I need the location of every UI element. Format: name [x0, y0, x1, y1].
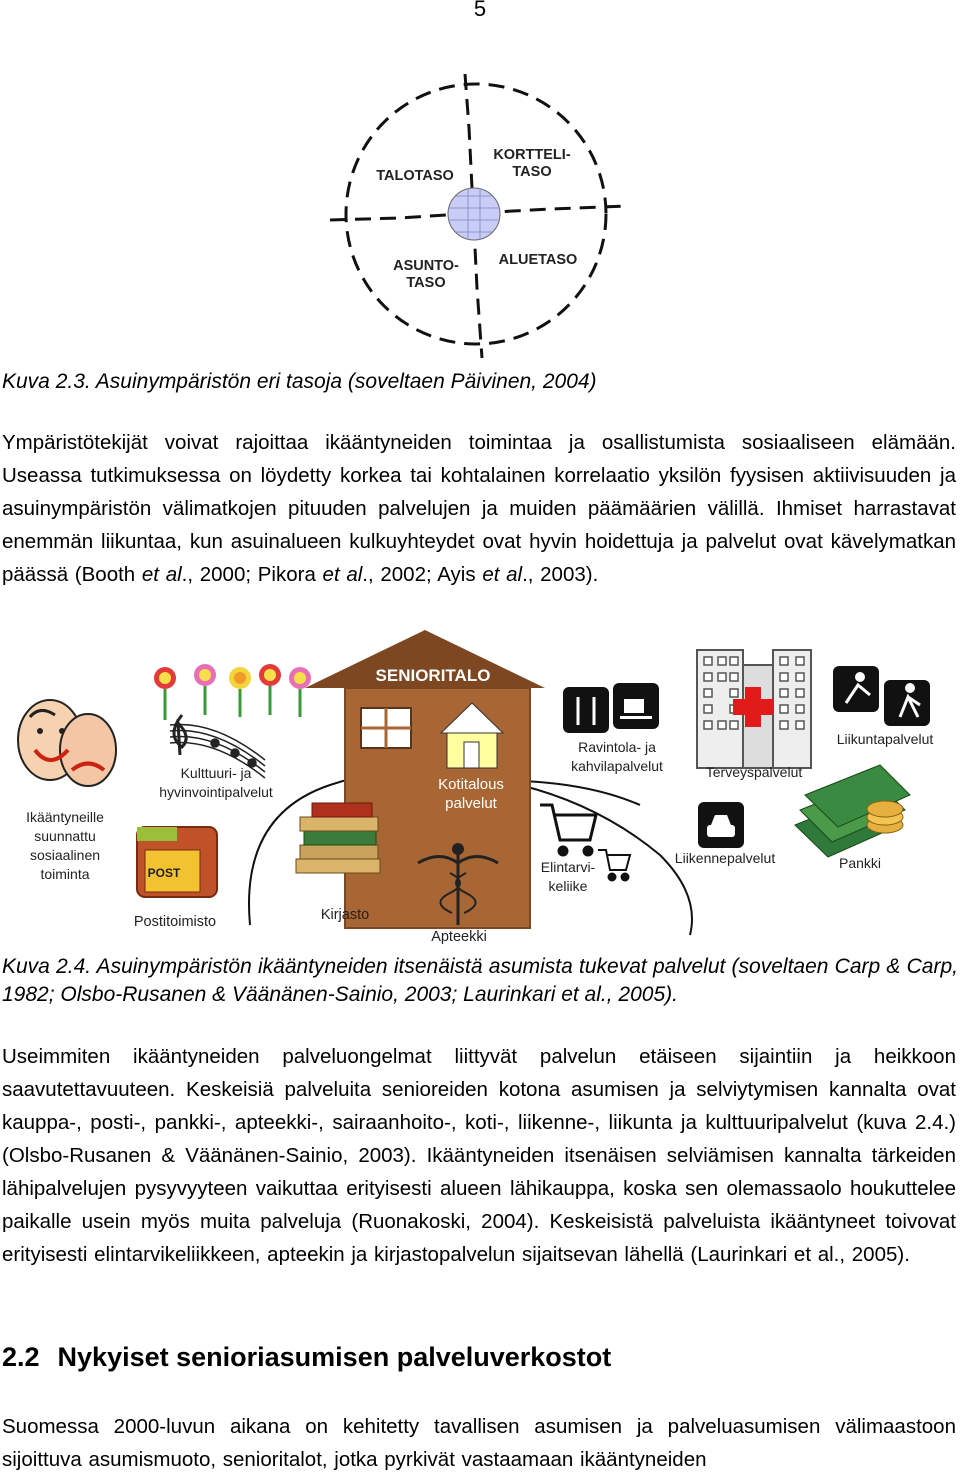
- figure-caption-2-4: Kuva 2.4. Asuinympäristön ikääntyneiden itsenäistä asumista tukevat palvelut (soveltaen Carp & Carp, 1982; Olsbo-Rusanen & Väänänen-Sainio, 2003; Laurinkari et al., 2005).: [2, 955, 958, 1006]
- p1-text-d: ., 2003).: [522, 563, 599, 586]
- label-sports: Liikuntapalvelut: [836, 731, 934, 747]
- mailbox-icon: [137, 827, 217, 897]
- hospital-icon: [697, 650, 811, 768]
- label-household-1: Kotitalous: [438, 776, 504, 793]
- section-title: Nykyiset senioriasumisen palveluverkostot: [57, 1342, 612, 1372]
- label-asunto-line1: ASUNTO-: [393, 258, 459, 274]
- label-health: Terveyspalvelut: [705, 764, 803, 780]
- label-kortteli-line2: TASO: [512, 164, 552, 180]
- sports-icons: [833, 666, 930, 726]
- paragraph-services-text: Useimmiten ikääntyneiden palveluongelmat liittyvät palvelun etäiseen sijaintiin ja heikkoon saavutettavuuteen. Keskeisiä palveluita senioreiden kotona asumisen ja selviytymisen kannalta ovat kauppa-, posti-, pankki-, apteekki-, sairaanhoito-, koti-, liikenne-, liikunta ja kulttuuripalvelut (kuva 2.4.) (Olsbo-Rusanen & Väänänen-Sainio, 2003). Ikääntyneiden itsenäisen selviämisen kannalta tärkeiden lähipalvelujen pysyvyyteen vaikuttaa erityisesti alueen lähikauppa, koska sen olemassaolo houkuttelee paikalle usein myös muita palveluja (Ruonakoski, 2004). Keskeisistä palveluista ikääntyneet toivovat erityisesti elintarvikeliikkeen, apteekin ja kirjastopalvelun sijaitsevan lähellä (Laurinkari et al., 2005).: [2, 1045, 956, 1266]
- label-culture-2: hyvinvointipalvelut: [159, 784, 273, 800]
- house-title: SENIORITALO: [375, 666, 491, 685]
- figure-caption-2-3: Kuva 2.3. Asuinympäristön eri tasoja (soveltaen Päivinen, 2004): [2, 370, 597, 393]
- label-household-2: palvelut: [445, 795, 497, 812]
- label-restaurant-2: kahvilapalvelut: [571, 758, 663, 774]
- p1-etal-3: et al: [482, 563, 523, 586]
- label-asunto-line2: TASO: [406, 275, 446, 291]
- label-social-4: toiminta: [40, 866, 90, 882]
- paragraph-senioritalot-text: Suomessa 2000-luvun aikana on kehitetty tavallisen asumisen ja palveluasumisen välimaastoon sijoittuva asumismuoto, senioritalot, jotka pyrkivät vastaamaan ikääntyneiden: [2, 1415, 956, 1471]
- page-number: 5: [473, 0, 487, 21]
- paragraph-environment: [2, 426, 956, 591]
- label-social-2: suunnattu: [34, 828, 96, 844]
- label-library: Kirjasto: [320, 907, 370, 923]
- label-restaurant-1: Ravintola- ja: [578, 739, 656, 755]
- section-heading: [2, 1342, 611, 1373]
- label-pharmacy: Apteekki: [431, 929, 487, 945]
- label-kortteli-line1: KORTTELI-: [493, 147, 571, 163]
- flowers-icon: [154, 664, 311, 720]
- section-number: 2.2: [2, 1342, 40, 1372]
- label-grocery-1: Elintarvi-: [540, 859, 596, 875]
- paragraph-senioritalot: [2, 1410, 956, 1476]
- label-bank: Pankki: [838, 855, 882, 871]
- books-icon: [296, 803, 380, 873]
- label-aluetaso: ALUETASO: [498, 252, 578, 268]
- coffee-cup-icon: [613, 683, 659, 729]
- label-social-3: sosiaalinen: [29, 847, 101, 863]
- p1-text-a: Ympäristötekijät voivat rajoittaa ikääntyneiden toimintaa ja osallistumista sosiaaliseen elämään. Useassa tutkimuksessa on löydetty korkea tai kohtalainen korrelaatio yksilön fyysisen aktiivisuuden ja asuinympäristön välimatkojen pituuden palvelujen ja muiden päämäärien välillä. Ihmiset harrastavat enemmän liikuntaa, kun asuinalueen kulkuyhteydet ovat hyvin hoidettuja ja palvelut ovat kävelymatkan päässä (Booth: [2, 431, 956, 586]
- label-transport: Liikennepalvelut: [674, 850, 776, 866]
- label-grocery-2: keliike: [548, 878, 588, 894]
- paragraph-services: [2, 1040, 956, 1271]
- p1-text-b: ., 2000; Pikora: [181, 563, 323, 586]
- label-post-office: Postitoimisto: [133, 914, 217, 930]
- services-diagram: [0, 625, 960, 950]
- p1-etal-1: et al: [141, 563, 182, 586]
- label-talotaso: TALOTASO: [376, 168, 454, 184]
- label-culture-1: Kulttuuri- ja: [180, 765, 252, 781]
- theatre-masks-icon: [18, 700, 116, 786]
- restaurant-icon: [563, 687, 609, 733]
- post-sign: POST: [147, 866, 181, 880]
- senioritalo-house: [305, 630, 545, 928]
- p1-etal-2: et al: [322, 563, 363, 586]
- taxi-icon: [698, 802, 744, 848]
- house-window: [361, 708, 411, 748]
- money-icon: [795, 765, 910, 857]
- label-social-1: Ikääntyneille: [26, 809, 104, 825]
- levels-diagram: [320, 68, 640, 368]
- p1-text-c: ., 2002; Ayis: [362, 563, 483, 586]
